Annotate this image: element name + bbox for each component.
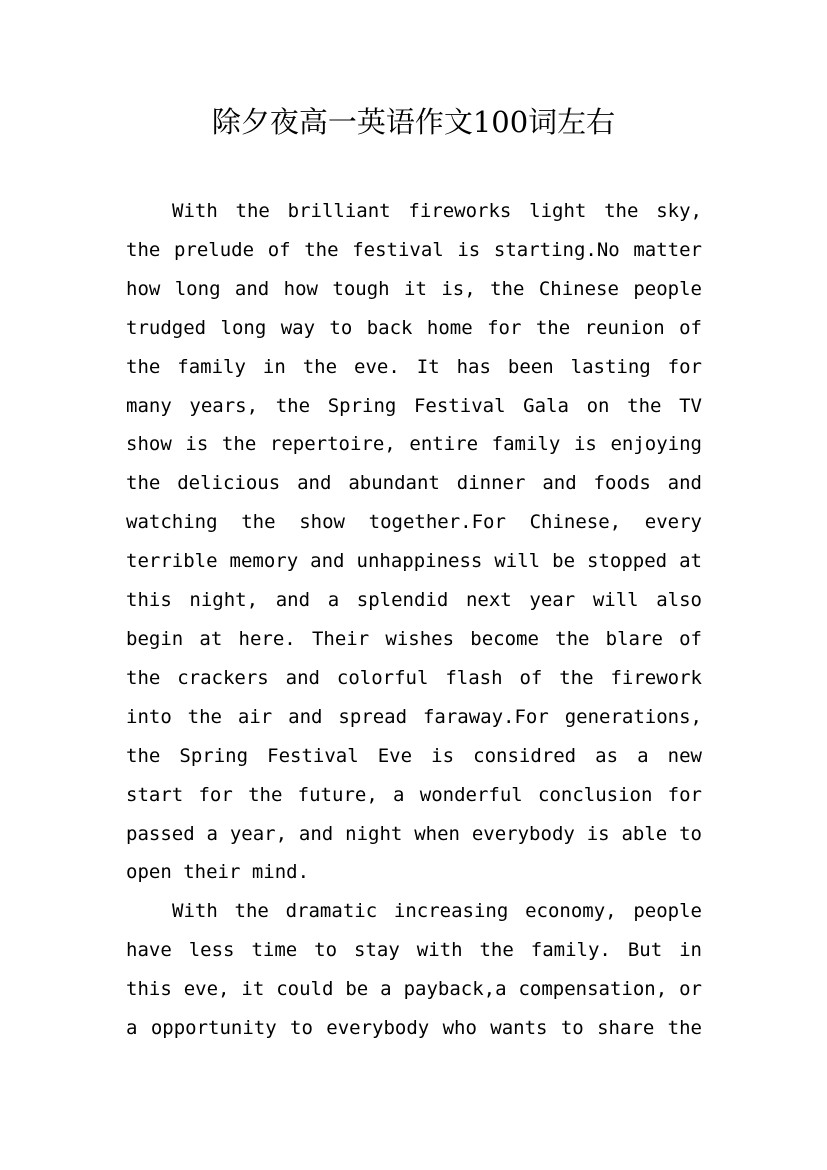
document-title: 除夕夜高一英语作文100词左右 <box>211 105 616 139</box>
paragraph-1: With the brilliant fireworks light the sky, the prelude of the festival is starting.No matter how long and how tough it is, the Chinese people trudged long way to back home for the reunion of the family in the eve. It has been lasting for many years, the Spring Festival Gala on the TV show is the repertoire, entire family is enjoying the delicious and abundant dinner and foods and watching the show together.For Chinese, every terrible memory and unhappiness will be stopped at this night, and a splendid next year will also begin at here. Their wishes become the blare of the crackers and colorful flash of the firework into the air and spread faraway.For generations, the Spring Festival Eve is considred as a new start for the future, a wonderful conclusion for passed a year, and night when everybody is able to open their mind. <box>126 200 702 884</box>
document-body <box>126 192 702 1048</box>
paragraph-2: With the dramatic increasing economy, people have less time to stay with the family. But in this eve, it could be a payback,a compensation, or a opportunity to everybody who wants to share the <box>126 900 702 1040</box>
